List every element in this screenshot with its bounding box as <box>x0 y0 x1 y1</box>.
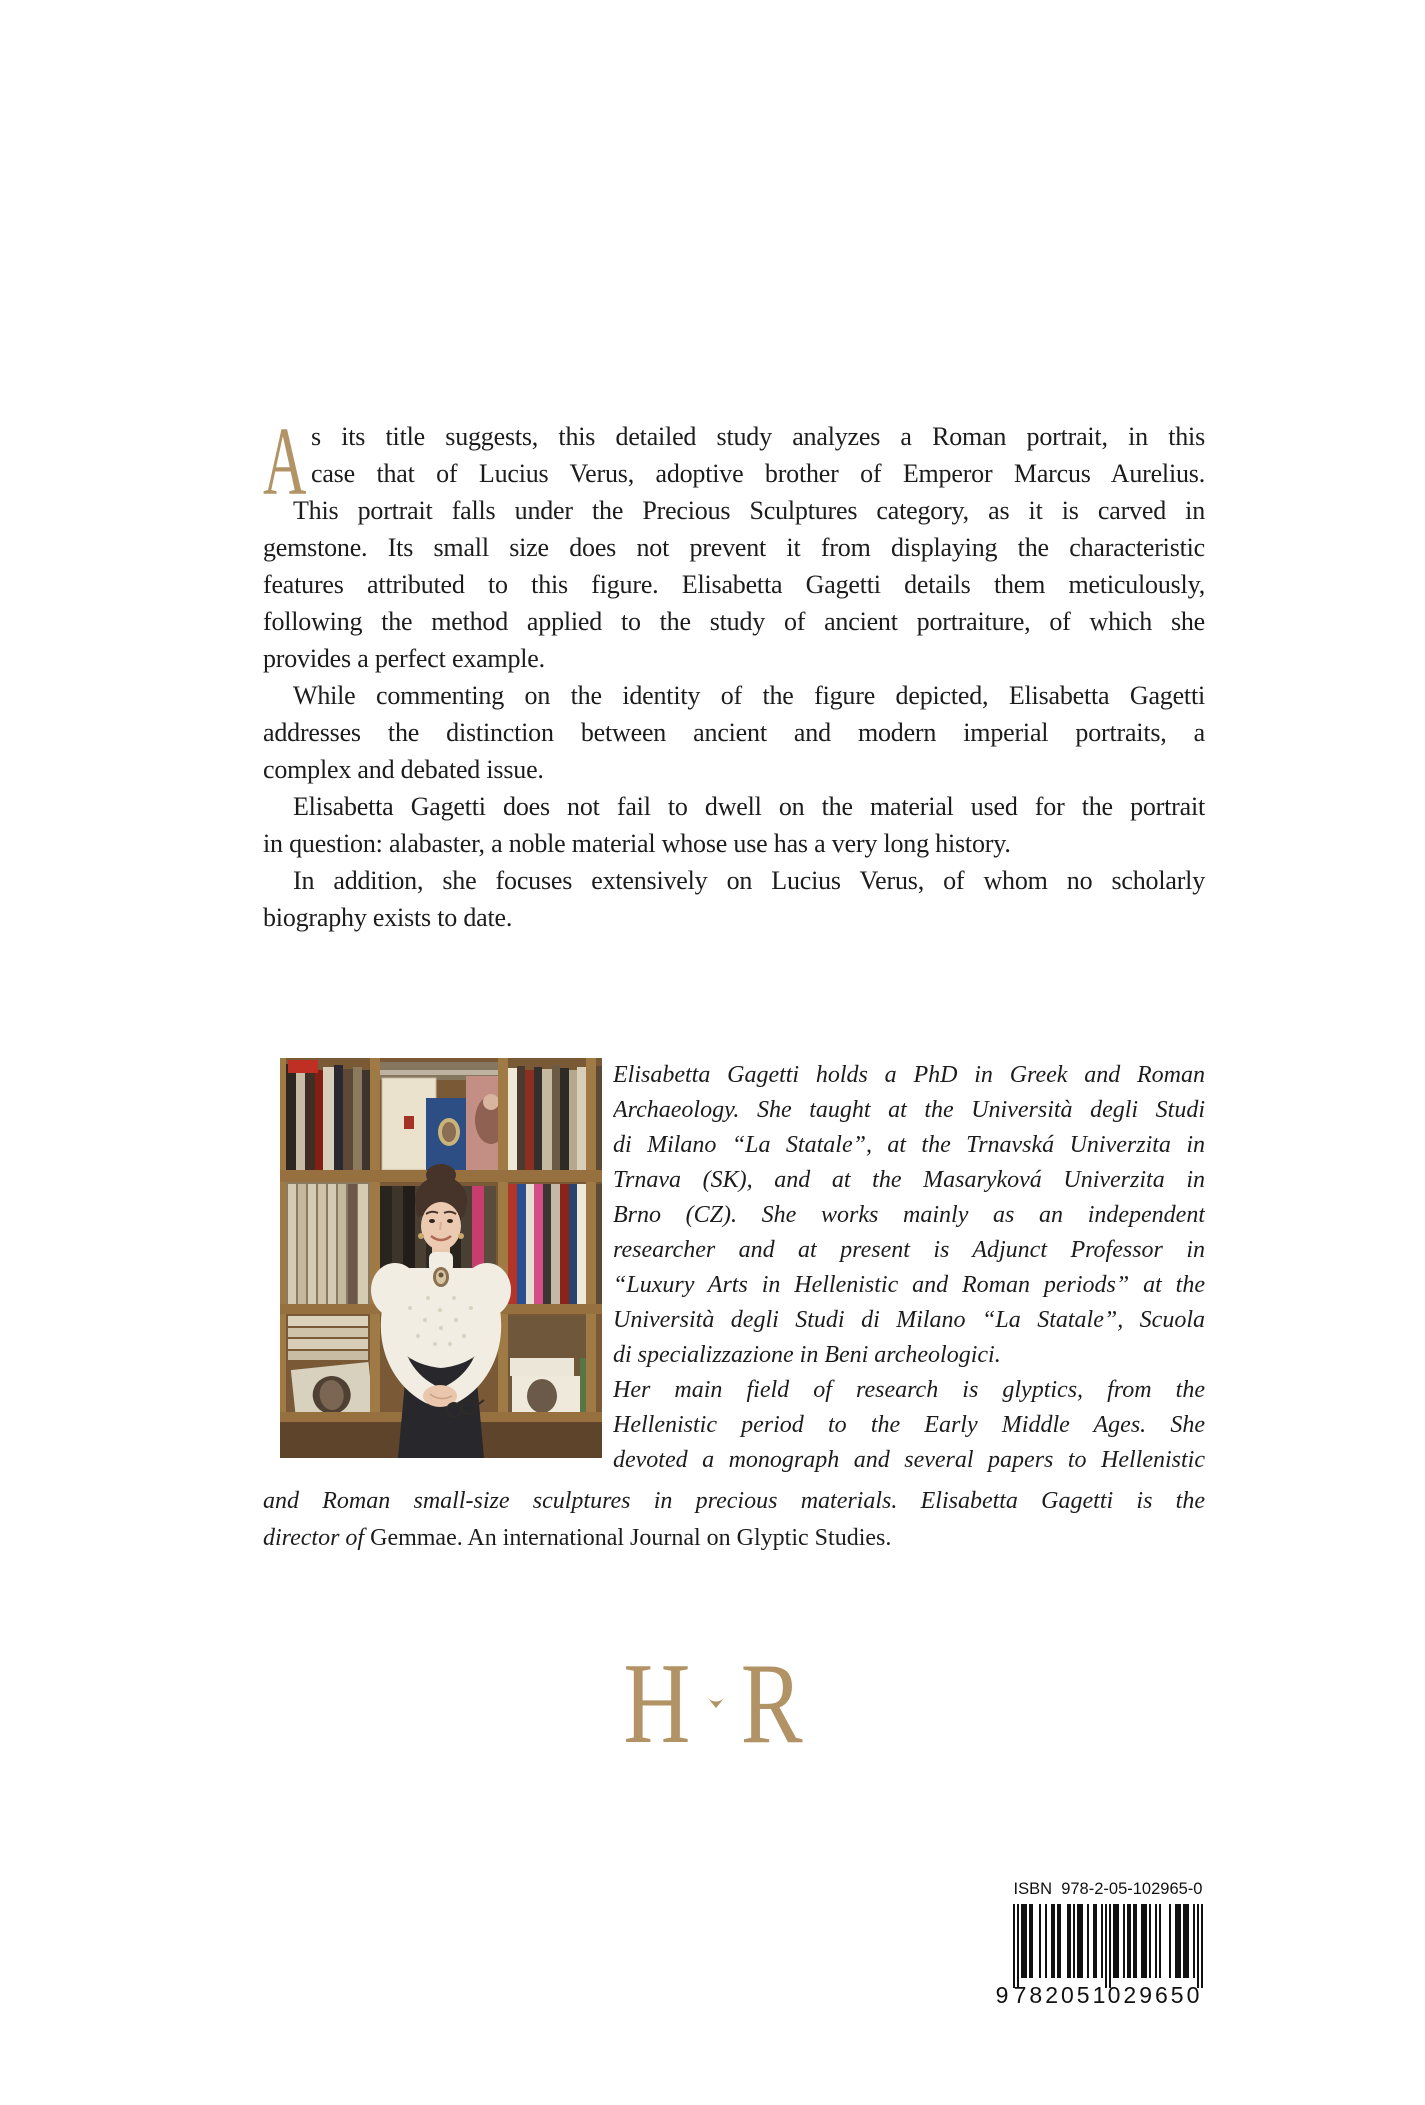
text-line: addresses the distinction between ancient and modern imperial portraits, a <box>263 718 1205 747</box>
text-line <box>263 1520 1205 1557</box>
text-line: Brno (CZ). She works mainly as an independent <box>613 1202 1205 1228</box>
author-photo <box>280 1058 602 1458</box>
text-line: Elisabetta Gagetti holds a PhD in Greek and Roman <box>613 1062 1205 1088</box>
text-line: Archaeology. She taught at the Università degli Studi <box>613 1097 1205 1123</box>
text-line: di Milano “La Statale”, at the Trnavská Univerzita in <box>613 1132 1205 1158</box>
text-line: In addition, she focuses extensively on Lucius Verus, of whom no scholarly <box>293 866 1205 895</box>
text-line: Università degli Studi di Milano “La Statale”, Scuola <box>613 1307 1205 1333</box>
bookshelf-top-left <box>286 1060 370 1170</box>
main-text-block <box>263 408 1205 936</box>
main-paragraphs <box>263 408 1205 936</box>
text-line: Trnava (SK), and at the Masaryková Univerzita in <box>613 1167 1205 1193</box>
drop-cap-letter: A <box>263 408 307 515</box>
ean13-barcode <box>988 1902 1218 2010</box>
author-bio-continuation <box>263 1483 1205 1557</box>
text-line: and Roman small-size sculptures in precious materials. Elisabetta Gagetti is the <box>263 1488 1205 1514</box>
text-line: gemstone. Its small size does not prevent it from displaying the characteristic <box>263 533 1205 562</box>
text-line: While commenting on the identity of the figure depicted, Elisabetta Gagetti <box>293 681 1205 710</box>
text-line: Hellenistic period to the Early Middle Ages. She <box>613 1412 1205 1438</box>
text-line: following the method applied to the study of ancient portraiture, of which she <box>263 607 1205 636</box>
text-line: Elisabetta Gagetti does not fail to dwell on the material used for the portrait <box>293 792 1205 821</box>
isbn-label: ISBN 978-2-05-102965-0 <box>1013 1880 1203 1898</box>
bookshelf-mid-left <box>286 1182 370 1304</box>
logo-letter-r: R <box>740 1640 803 1768</box>
isbn-barcode-block <box>988 1880 1218 2010</box>
barcode-digit-outer: 9 <box>995 1982 1009 2008</box>
text-line: complex and debated issue. <box>263 755 544 784</box>
text-line: di specializzazione in Beni archeologici. <box>613 1342 1001 1368</box>
text-line: This portrait falls under the Precious Sculptures category, as it is carved in <box>293 496 1205 525</box>
bookshelf-top-center <box>380 1062 516 1170</box>
text-line: Her main field of research is glyptics, from the <box>613 1377 1205 1403</box>
journal-title: Gemmae. An international Journal on Glyptic Studies. <box>370 1525 892 1551</box>
publisher-logo <box>0 1640 1425 1768</box>
bookshelf-bottom-left <box>286 1316 374 1428</box>
text-line: in question: alabaster, a noble material whose use has a very long history. <box>263 829 1011 858</box>
text-line: s its title suggests, this detailed study analyzes a Roman portrait, in this <box>311 422 1205 451</box>
barcode-digits-left: 782051 <box>1013 1982 1109 2008</box>
bio-director-of: director of <box>263 1525 371 1551</box>
text-line: provides a perfect example. <box>263 644 545 673</box>
fleuron-mark-icon <box>706 1696 726 1709</box>
logo-letter-h: H <box>623 1640 691 1768</box>
text-line: “Luxury Arts in Hellenistic and Roman periods” at the <box>613 1272 1205 1298</box>
barcode-digits-right: 029650 <box>1107 1982 1203 2008</box>
text-line: case that of Lucius Verus, adoptive brother of Emperor Marcus Aurelius. <box>311 459 1205 488</box>
author-bio-column <box>613 1058 1205 1478</box>
text-line: devoted a monograph and several papers to Hellenistic <box>613 1447 1205 1473</box>
text-line: researcher and at present is Adjunct Professor in <box>613 1237 1205 1263</box>
text-line: features attributed to this figure. Elisabetta Gagetti details them meticulously, <box>263 570 1205 599</box>
text-line: biography exists to date. <box>263 903 513 932</box>
